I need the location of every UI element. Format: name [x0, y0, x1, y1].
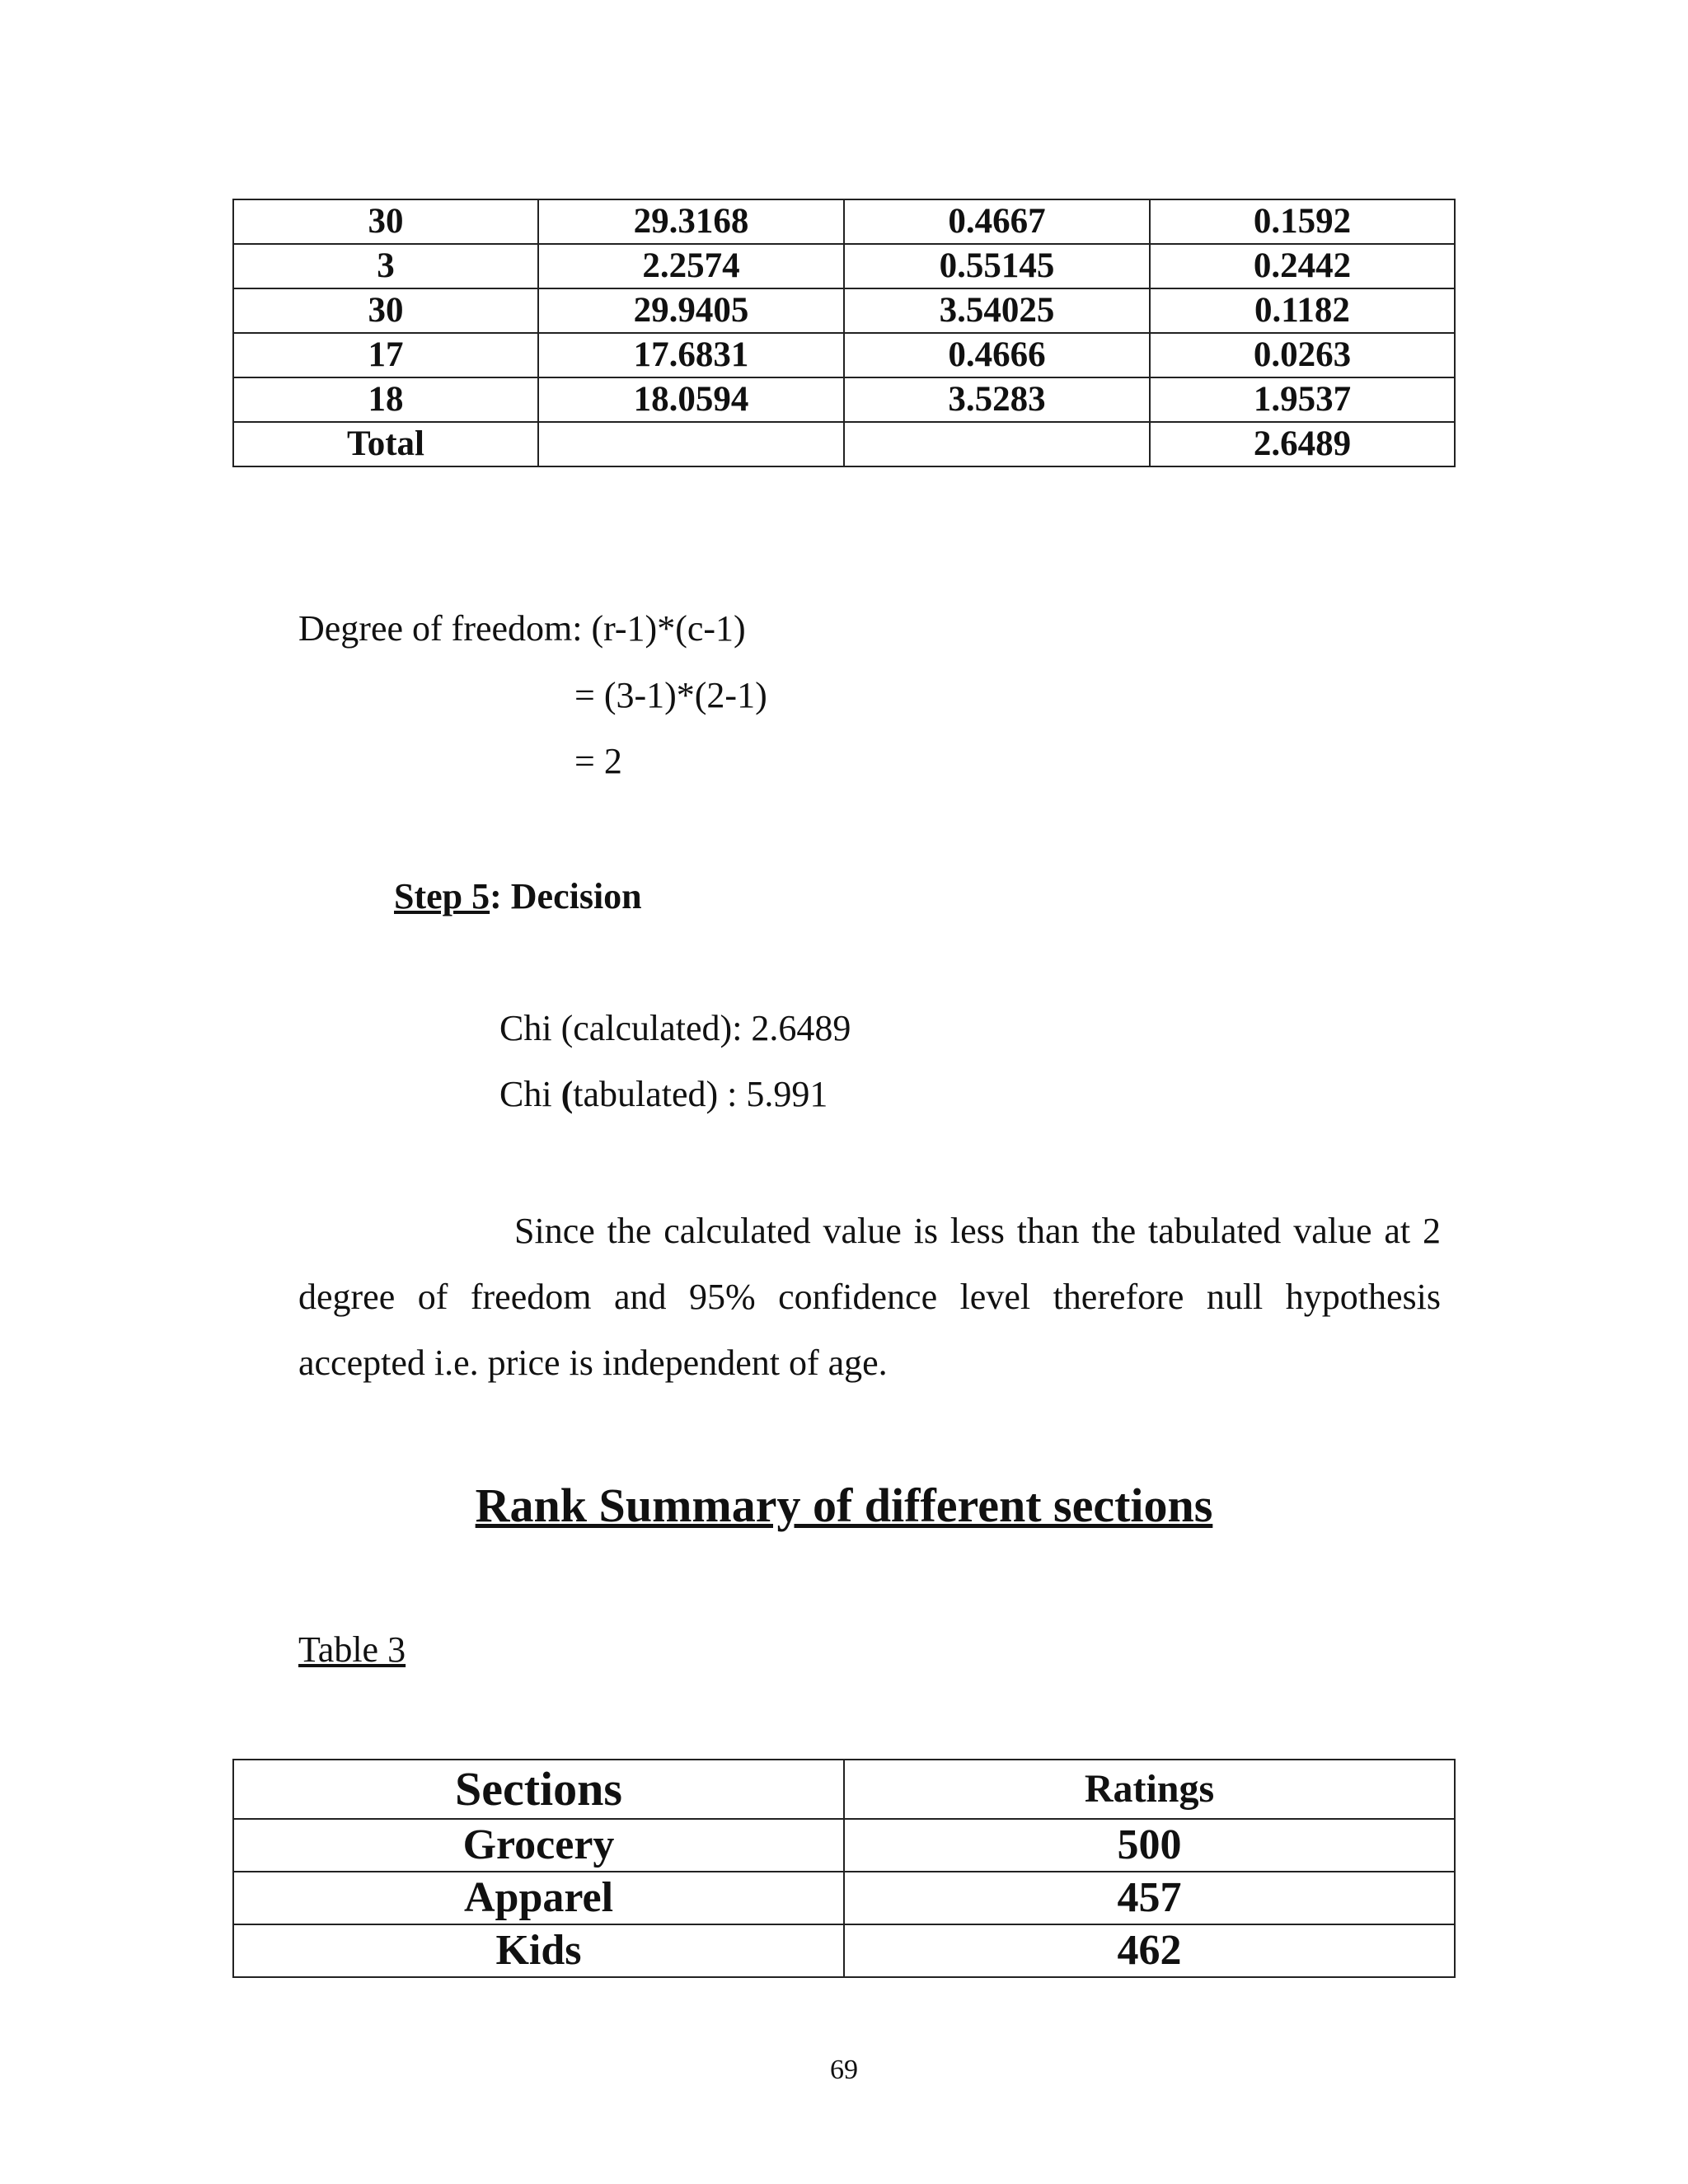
table-cell: 0.0263	[1150, 333, 1455, 377]
table-cell: 18.0594	[538, 377, 844, 422]
page-number: 69	[830, 2055, 858, 2085]
table-cell: 0.55145	[844, 244, 1150, 288]
rank-summary-table	[232, 1759, 1456, 1978]
table-3-label: Table 3	[298, 1629, 406, 1670]
table-cell: 30	[233, 199, 538, 244]
table-row	[233, 377, 1455, 422]
table-row	[233, 1819, 1455, 1872]
table-cell: 0.1182	[1150, 288, 1455, 333]
column-header-ratings: Ratings	[844, 1760, 1455, 1819]
table-row	[233, 199, 1455, 244]
table-cell: 2.6489	[1150, 422, 1455, 466]
chi-tabulated-paren: (	[560, 1074, 574, 1114]
section-heading-text: Rank Summary of different sections	[475, 1479, 1213, 1532]
table-cell: Grocery	[233, 1819, 844, 1872]
table-cell: 0.1592	[1150, 199, 1455, 244]
table-cell: 3.5283	[844, 377, 1150, 422]
table-cell: 457	[844, 1872, 1455, 1924]
section-heading	[0, 1477, 1688, 1535]
table-cell: 1.9537	[1150, 377, 1455, 422]
table-row	[233, 1924, 1455, 1977]
table-cell: 0.4666	[844, 333, 1150, 377]
table-cell: 29.3168	[538, 199, 844, 244]
dof-result: = 2	[574, 741, 622, 781]
table-cell: 0.2442	[1150, 244, 1455, 288]
table-cell: 17.6831	[538, 333, 844, 377]
table-cell: 29.9405	[538, 288, 844, 333]
table-cell: 3.54025	[844, 288, 1150, 333]
table-cell: 17	[233, 333, 538, 377]
column-header-sections: Sections	[233, 1760, 844, 1819]
table-row	[233, 333, 1455, 377]
table-cell: 462	[844, 1924, 1455, 1977]
table-cell: 30	[233, 288, 538, 333]
step-5-title: : Decision	[490, 876, 642, 916]
chi-tabulated-value: tabulated) : 5.991	[573, 1074, 828, 1114]
step-5-label: Step 5	[394, 876, 490, 916]
dof-substitution: = (3-1)*(2-1)	[574, 675, 767, 715]
table-cell: 500	[844, 1819, 1455, 1872]
chi-tabulated	[499, 1073, 828, 1116]
table-cell: 3	[233, 244, 538, 288]
table-cell: Apparel	[233, 1872, 844, 1924]
chi-calculated: Chi (calculated): 2.6489	[499, 1008, 851, 1048]
chi-tabulated-prefix: Chi	[499, 1074, 561, 1114]
table-header-row	[233, 1760, 1455, 1819]
chi-square-table	[232, 199, 1456, 467]
conclusion-paragraph	[298, 1198, 1441, 1396]
table-cell	[844, 422, 1150, 466]
table-cell: Total	[233, 422, 538, 466]
table-cell	[538, 422, 844, 466]
table-row	[233, 1872, 1455, 1924]
table-cell: 0.4667	[844, 199, 1150, 244]
step-5-heading	[394, 875, 642, 918]
table-row-total	[233, 422, 1455, 466]
table-row	[233, 288, 1455, 333]
table-cell: 2.2574	[538, 244, 844, 288]
dof-formula: Degree of freedom: (r-1)*(c-1)	[298, 608, 746, 649]
conclusion-text: Since the calculated value is less than the tabulated value at 2 degree of freedom and 95% confidence level therefore null hypothesis accepted i.e. price is independent of age.	[298, 1211, 1441, 1383]
table-row	[233, 244, 1455, 288]
table-cell: 18	[233, 377, 538, 422]
table-cell: Kids	[233, 1924, 844, 1977]
